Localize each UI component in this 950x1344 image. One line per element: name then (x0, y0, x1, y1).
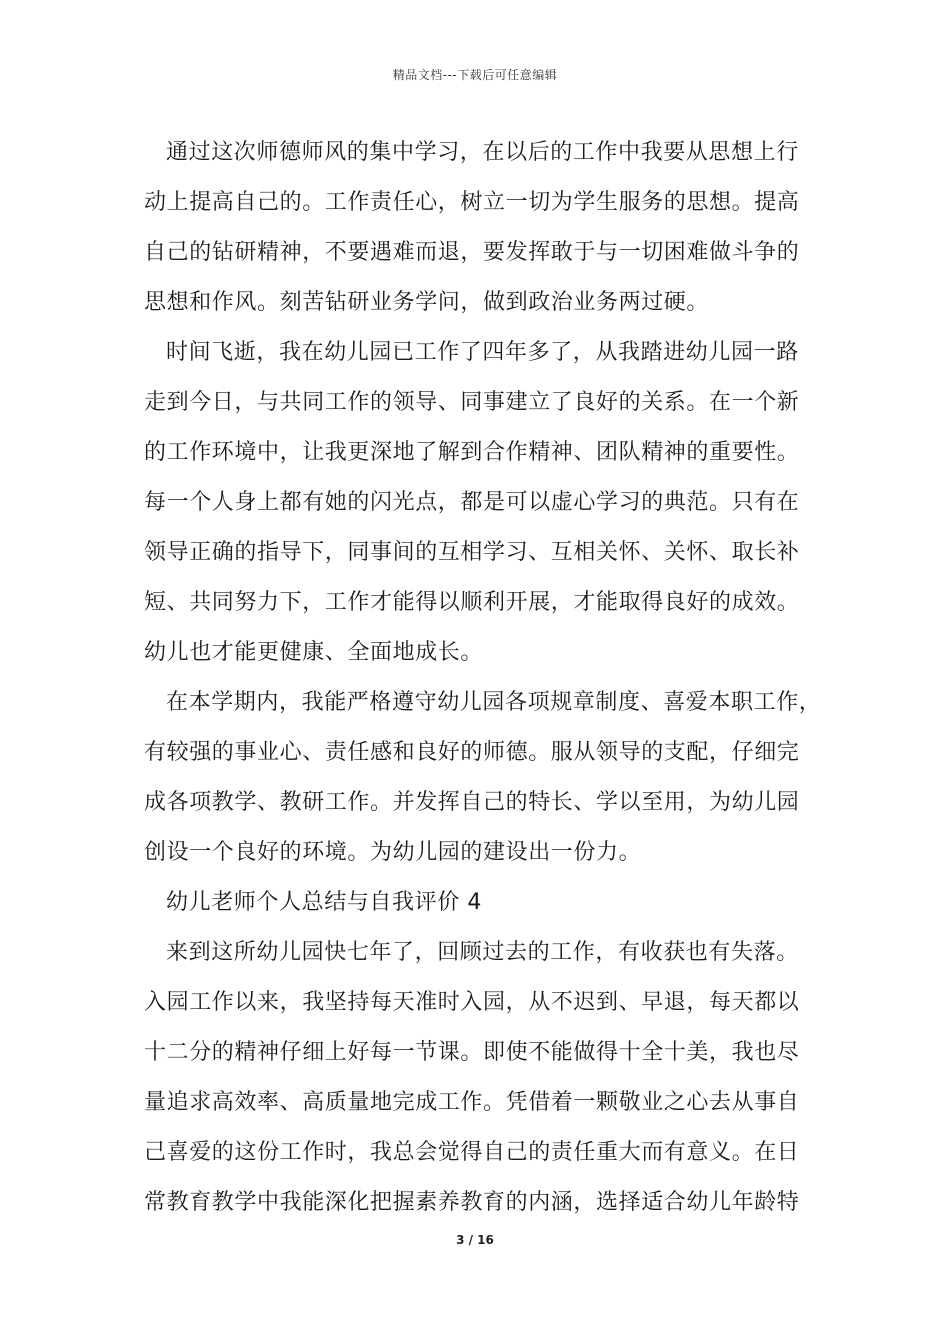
page-number: 3 / 16 (456, 1233, 494, 1247)
body-line: 创设一个良好的环境。为幼儿园的建设出一份力。 (144, 840, 642, 865)
document-body (144, 128, 824, 1228)
body-line: 来到这所幼儿园快七年了，回顾过去的工作，有收获也有失落。 (166, 940, 799, 965)
body-line: 思想和作风。刻苦钻研业务学问，做到政治业务两过硬。 (144, 290, 710, 315)
body-line: 入园工作以来，我坚持每天准时入园，从不迟到、早退，每天都以 (144, 990, 800, 1015)
body-line: 常教育教学中我能深化把握素养教育的内涵，选择适合幼儿年龄特 (144, 1190, 800, 1215)
body-line: 走到今日，与共同工作的领导、同事建立了良好的关系。在一个新 (144, 390, 800, 415)
body-line: 领导正确的指导下，同事间的互相学习、互相关怀、关怀、取长补 (144, 540, 800, 565)
body-line: 量追求高效率、高质量地完成工作。凭借着一颗敬业之心去从事自 (144, 1090, 800, 1115)
body-line: 十二分的精神仔细上好每一节课。即使不能做得十全十美，我也尽 (144, 1040, 800, 1065)
body-line: 每一个人身上都有她的闪光点，都是可以虚心学习的典范。只有在 (144, 490, 800, 515)
body-line: 有较强的事业心、责任感和良好的师德。服从领导的支配，仔细完 (144, 740, 800, 765)
body-line: 在本学期内，我能严格遵守幼儿园各项规章制度、喜爱本职工作， (166, 690, 822, 715)
page-header: 精品文档---下载后可任意编辑 (392, 68, 558, 82)
body-line: 己喜爱的这份工作时，我总会觉得自己的责任重大而有意义。在日 (144, 1140, 800, 1165)
body-line: 通过这次师德师风的集中学习，在以后的工作中我要从思想上行 (166, 140, 799, 165)
body-line: 短、共同努力下，工作才能得以顺利开展，才能取得良好的成效。 (144, 590, 800, 615)
body-line: 成各项教学、教研工作。并发挥自己的特长、学以至用，为幼儿园 (144, 790, 800, 815)
body-line: 幼儿也才能更健康、全面地成长。 (144, 640, 484, 665)
body-line: 时间飞逝，我在幼儿园已工作了四年多了，从我踏进幼儿园一路 (166, 340, 799, 365)
body-line: 动上提高自己的。工作责任心，树立一切为学生服务的思想。提高 (144, 190, 800, 215)
body-line: 自己的钻研精神，不要遇难而退，要发挥敢于与一切困难做斗争的 (144, 240, 800, 265)
body-line: 的工作环境中，让我更深地了解到合作精神、团队精神的重要性。 (144, 440, 800, 465)
section-heading: 幼儿老师个人总结与自我评价 4 (166, 890, 482, 915)
